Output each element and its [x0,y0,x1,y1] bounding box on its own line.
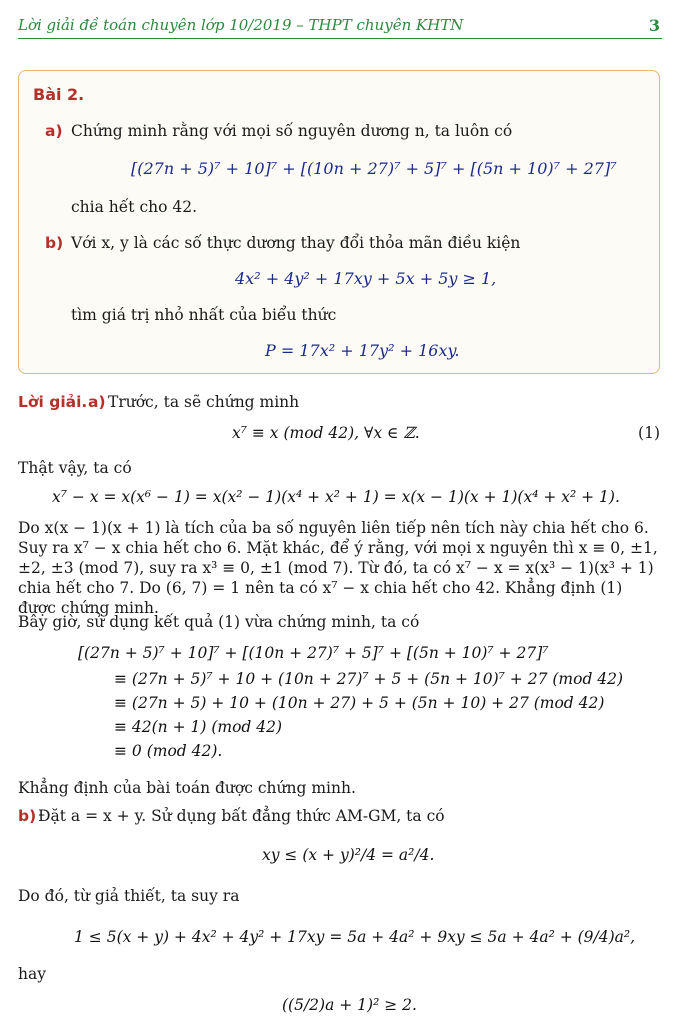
page-header [18,12,662,39]
equation-5: ((5/2)a + 1)² ≥ 2. [282,996,417,1014]
equation-2: x⁷ − x = x(x⁶ − 1) = x(x² − 1)(x⁴ + x² + 1) = x(x − 1)(x + 1)(x⁴ + x² + 1). [52,488,620,506]
chain-line: ≡ (27n + 5)⁷ + 10 + (10n + 27)⁷ + 5 + (5n + 10)⁷ + 27 (mod 42) [114,670,624,688]
equation-1-number: (1) [638,424,660,442]
problem-label: Bài 2. [33,85,85,104]
solution-b-intro: Đặt a = x + y. Sử dụng bất đẳng thức AM-GM, ta có [38,807,445,825]
solution-a-label: a) [88,393,106,411]
solution-label: Lời giải. [18,393,88,411]
part-a-tail: chia hết cho 42. [71,198,198,216]
part-a-label: a) [45,122,63,140]
conclusion-a: Khẳng định của bài toán được chứng minh. [18,779,356,797]
proof-line: Thật vậy, ta có [18,459,132,477]
part-b-label: b) [45,234,64,252]
part-a-equation: [(27n + 5)⁷ + 10]⁷ + [(10n + 27)⁷ + 5]⁷ + [(5n + 10)⁷ + 27]⁷ [131,159,617,178]
part-b-condition: 4x² + 4y² + 17xy + 5x + 5y ≥ 1, [235,269,497,288]
chain-line: ≡ (27n + 5) + 10 + (10n + 27) + 5 + (5n + 10) + 27 (mod 42) [114,694,605,712]
part-b-expression: P = 17x² + 17y² + 16xy. [265,341,460,360]
header-title: Lời giải đề toán chuyên lớp 10/2019 – THPT chuyên KHTN [18,16,464,34]
chain-line: ≡ 42(n + 1) (mod 42) [114,718,283,736]
equation-3: xy ≤ (x + y)²/4 = a²/4. [262,846,435,864]
part-b-tail: tìm giá trị nhỏ nhất của biểu thức [71,306,337,324]
page-number: 3 [648,16,660,35]
deduce-line: Do đó, từ giả thiết, ta suy ra [18,887,240,905]
part-a-text: Chứng minh rằng với mọi số nguyên dương n, ta luôn có [71,122,513,140]
solution-intro: Trước, ta sẽ chứng minh [108,393,300,411]
problem-box [18,70,660,374]
solution-b-label: b) [18,807,37,825]
part-b-text: Với x, y là các số thực dương thay đổi thỏa mãn điều kiện [71,234,521,252]
equation-1: x⁷ ≡ x (mod 42), ∀x ∈ ℤ. [232,424,420,442]
chain-line: ≡ 0 (mod 42). [114,742,223,760]
hay-line: hay [18,965,46,983]
chain-line: [(27n + 5)⁷ + 10]⁷ + [(10n + 27)⁷ + 5]⁷ + [(5n + 10)⁷ + 27]⁷ [78,644,549,662]
paragraph-divisibility: Do x(x − 1)(x + 1) là tích của ba số nguyên liên tiếp nên tích này chia hết cho 6. Suy ra x⁷ − x chia hết cho 6. Mặt khác, để ý rằng, với mọi x nguyên thì x ≡ 0, ±1, ±2, ±3 (mod 7), suy ra x³ ≡ 0, ±1 (mod 7). Từ đó, ta có x⁷ − x = x(x³ − 1)(x³ + 1) chia hết cho 7. Do (6, 7) = 1 nên ta có x⁷ − x chia hết cho 42. Khẳng định (1) được chứng minh. [18,519,658,617]
equation-4: 1 ≤ 5(x + y) + 4x² + 4y² + 17xy = 5a + 4a² + 9xy ≤ 5a + 4a² + (9/4)a², [74,928,636,946]
now-line: Bây giờ, sử dụng kết quả (1) vừa chứng minh, ta có [18,613,420,631]
